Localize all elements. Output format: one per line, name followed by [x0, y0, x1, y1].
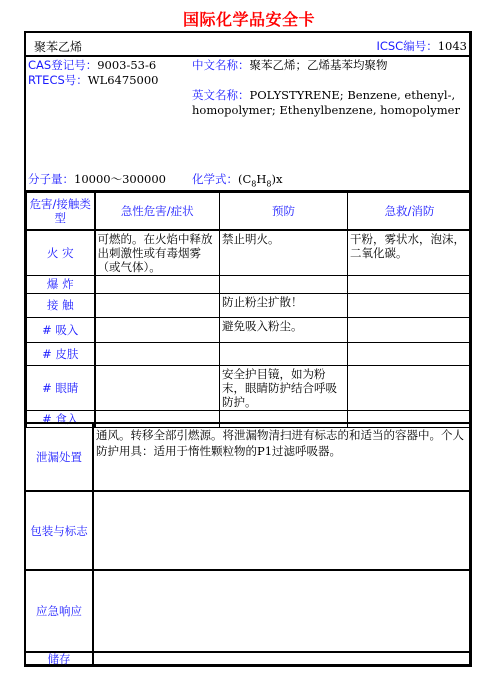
- row-eyes-acute: [95, 365, 220, 410]
- chinese-name: [192, 58, 388, 73]
- cas-number: [28, 58, 156, 73]
- table-row: [27, 293, 472, 317]
- row-contact-prevention: 防止粉尘扩散！: [220, 293, 348, 317]
- row-inhalation-prevention: 避免吸入粉尘。: [220, 317, 348, 342]
- row-contact-first-aid: [348, 293, 472, 317]
- cn-name-value: 聚苯乙烯；乙烯基苯均聚物: [249, 58, 388, 72]
- rtecs-value: WL6475000: [87, 73, 159, 87]
- cn-name-label: 中文名称：: [192, 58, 250, 72]
- header-prevention: 预防: [220, 193, 348, 230]
- row-skin-acute: [95, 342, 220, 365]
- identifiers-block: [26, 55, 469, 192]
- row-explosion-acute: [95, 275, 220, 293]
- spill-text: 通风。转移全部引燃源。将泄漏物清扫进有标志的和适当的容器中。个人防护用具：适用于惰性颗粒物的P1过滤呼吸器。: [96, 428, 464, 458]
- rtecs-label: RTECS号：: [28, 73, 88, 87]
- row-explosion-first-aid: [348, 275, 472, 293]
- page-title: 国际化学品安全卡: [182, 10, 315, 29]
- row-inhalation-first-aid: [348, 317, 472, 342]
- row-eyes-prevention: 安全护目镜，如为粉末，眼睛防护结合呼吸防护。: [220, 365, 348, 410]
- row-fire-prevention: 禁止明火。: [220, 230, 348, 276]
- rtecs-number: [28, 73, 158, 88]
- packaging-label: 包装与标志: [26, 492, 94, 569]
- row-contact-label: 接 触: [27, 293, 95, 317]
- hazard-header-row: [27, 193, 472, 230]
- icsc-value: 1043: [437, 39, 467, 53]
- header-type: 危害/接触类型: [27, 193, 95, 230]
- row-fire-label: 火 灾: [27, 230, 95, 276]
- row-eyes-label: # 眼睛: [27, 365, 95, 410]
- row-fire-acute: 可燃的。在火焰中释放出刺激性或有毒烟雾（或气体）。: [95, 230, 220, 276]
- safety-card: [24, 31, 472, 667]
- molecular-weight: [28, 172, 166, 187]
- chemical-formula: [192, 172, 283, 191]
- icsc-label: ICSC编号：: [376, 39, 438, 53]
- emergency-section: [26, 569, 471, 651]
- row-skin-first-aid: [348, 342, 472, 365]
- row-fire-first-aid: 干粉，雾状水，泡沫，二氧化碳。: [348, 230, 472, 276]
- hazard-table: [26, 192, 472, 428]
- mw-label: 分子量：: [28, 172, 74, 186]
- table-row: [27, 317, 472, 342]
- table-row: [27, 365, 472, 410]
- formula-label: 化学式：: [192, 172, 238, 186]
- en-name-label: 英文名称：: [192, 88, 250, 102]
- row-ingestion-label: # 食入: [27, 410, 95, 427]
- mw-value: 10000～300000: [74, 172, 166, 186]
- row-explosion-label: 爆 炸: [27, 275, 95, 293]
- row-skin-prevention: [220, 342, 348, 365]
- table-row: [27, 342, 472, 365]
- storage-section: [26, 651, 471, 664]
- row-eyes-first-aid: [348, 365, 472, 410]
- chemical-name: 聚苯乙烯: [34, 40, 83, 54]
- header-first-aid: 急救/消防: [348, 193, 472, 230]
- header-acute: 急性危害/症状: [95, 193, 220, 230]
- icsc-number: [376, 38, 467, 54]
- row-explosion-prevention: [220, 275, 348, 293]
- storage-label: 储存: [26, 653, 94, 664]
- row-inhalation-acute: [95, 317, 220, 342]
- row-contact-acute: [95, 293, 220, 317]
- row-inhalation-label: # 吸入: [27, 317, 95, 342]
- row-skin-label: # 皮肤: [27, 342, 95, 365]
- english-name: [192, 88, 460, 118]
- en-name-line1: POLYSTYRENE; Benzene, ethenyl-,: [249, 88, 456, 102]
- emergency-label: 应急响应: [26, 571, 94, 651]
- table-row: [27, 275, 472, 293]
- formula-value: $(C_8H_8)x$: [238, 172, 283, 189]
- cas-value: 9003-53-6: [97, 58, 157, 72]
- cas-label: CAS登记号：: [28, 58, 98, 72]
- spill-section: [26, 422, 471, 490]
- packaging-section: [26, 490, 471, 569]
- spill-label: 泄漏处置: [26, 424, 94, 490]
- en-name-line2: homopolymer; Ethenylbenzene, homopolymer: [192, 103, 460, 117]
- table-row: [27, 230, 472, 276]
- card-header: [26, 33, 469, 57]
